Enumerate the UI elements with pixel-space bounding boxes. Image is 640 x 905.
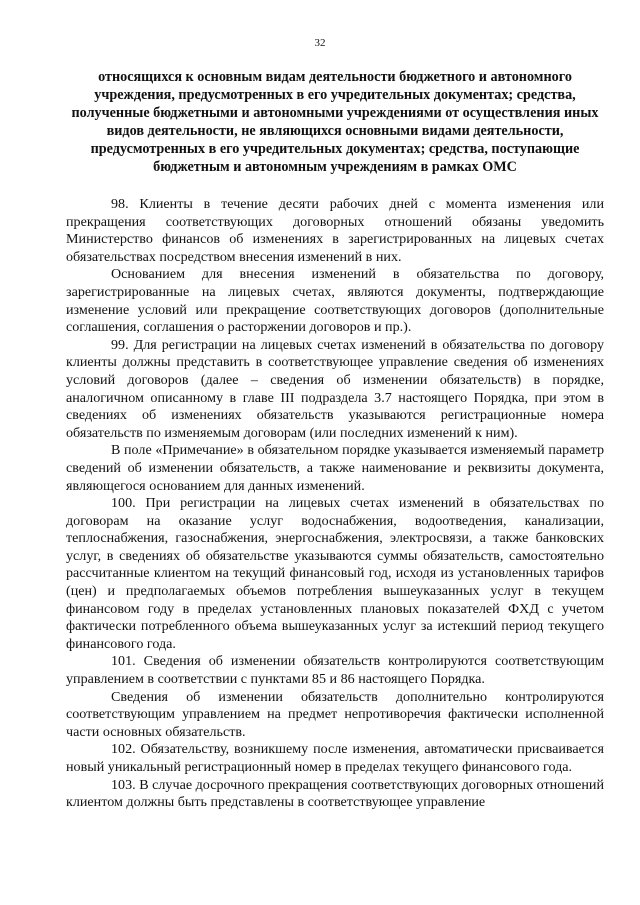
paragraph-101-control: Сведения об изменении обязательств дополнительно контролируются соответствующим управлением на предмет непротиворечия фактически исполненной части основных обязательств. [66, 688, 604, 740]
paragraph-99: 99. Для регистрации на лицевых счетах изменений в обязательства по договору клиенты должны представить в соответствующее управление сведения об изменениях условий договоров (далее – сведения об изменении обязательств) в порядке, аналогичном описанному в главе III подраздела 3.7 настоящего Порядка, при этом в сведениях об изменениях обязательств указываются регистрационные номера обязательств по изменяемым договорам (или последних изменений к ним). [66, 336, 604, 441]
paragraph-100: 100. При регистрации на лицевых счетах изменений в обязательствах по договорам на оказание услуг водоснабжения, водоотведения, канализации, теплоснабжения, газоснабжения, энергоснабжения, электросвязи, а также банковских услуг, в сведениях об обязательстве указываются суммы обязательств, самостоятельно рассчитанные клиентом на текущий финансовый год, исходя из установленных тарифов (цен) и предполагаемых объемов потребления вышеуказанных услуг в текущем финансовом году в пределах установленных плановых показателей ФХД с учетом фактически потребленного объема вышеуказанных услуг за истекший период текущего финансового года. [66, 495, 604, 652]
section-heading: относящихся к основным видам деятельности бюджетного и автономного учреждения, предусмотренных в его учредительных документах; средства, полученные бюджетными и автономными учреждениями от осуществления иных видов деятельности, не являющихся основными видами деятельности, предусмотренных в его учредительных документах; средства, поступающие бюджетным и автономным учреждениям в рамках ОМС [71, 69, 599, 175]
paragraph-103: 103. В случае досрочного прекращения соответствующих договорных отношений клиентом должны быть представлены в соответствующее управление [66, 776, 604, 811]
paragraph-101: 101. Сведения об изменении обязательств контролируются соответствующим управлением в соответствии с пунктами 85 и 86 настоящего Порядка. [66, 653, 604, 688]
paragraph-99-note-field: В поле «Примечание» в обязательном порядке указывается изменяемый параметр сведений об изменении обязательств, а также наименование и реквизиты документа, являющегося основанием для данных изменений. [66, 442, 604, 494]
page-number: 32 [314, 37, 326, 49]
paragraph-102: 102. Обязательству, возникшему после изменения, автоматически присваивается новый уникальный регистрационный номер в пределах текущего финансового года. [66, 741, 604, 775]
document-body [66, 196, 604, 812]
paragraph-98: 98. Клиенты в течение десяти рабочих дней с момента изменения или прекращения соответствующих договорных отношений обязаны уведомить Министерство финансов об изменениях в зарегистрированных на лицевых счетах обязательствах посредством внесения изменений в них. [66, 196, 604, 265]
paragraph-98-basis: Основанием для внесения изменений в обязательства по договору, зарегистрированные на лицевых счетах, являются документы, подтверждающие изменение условий или прекращение соответствующих договоров (дополнительные соглашения, соглашения о расторжении договоров и пр.). [66, 266, 604, 336]
